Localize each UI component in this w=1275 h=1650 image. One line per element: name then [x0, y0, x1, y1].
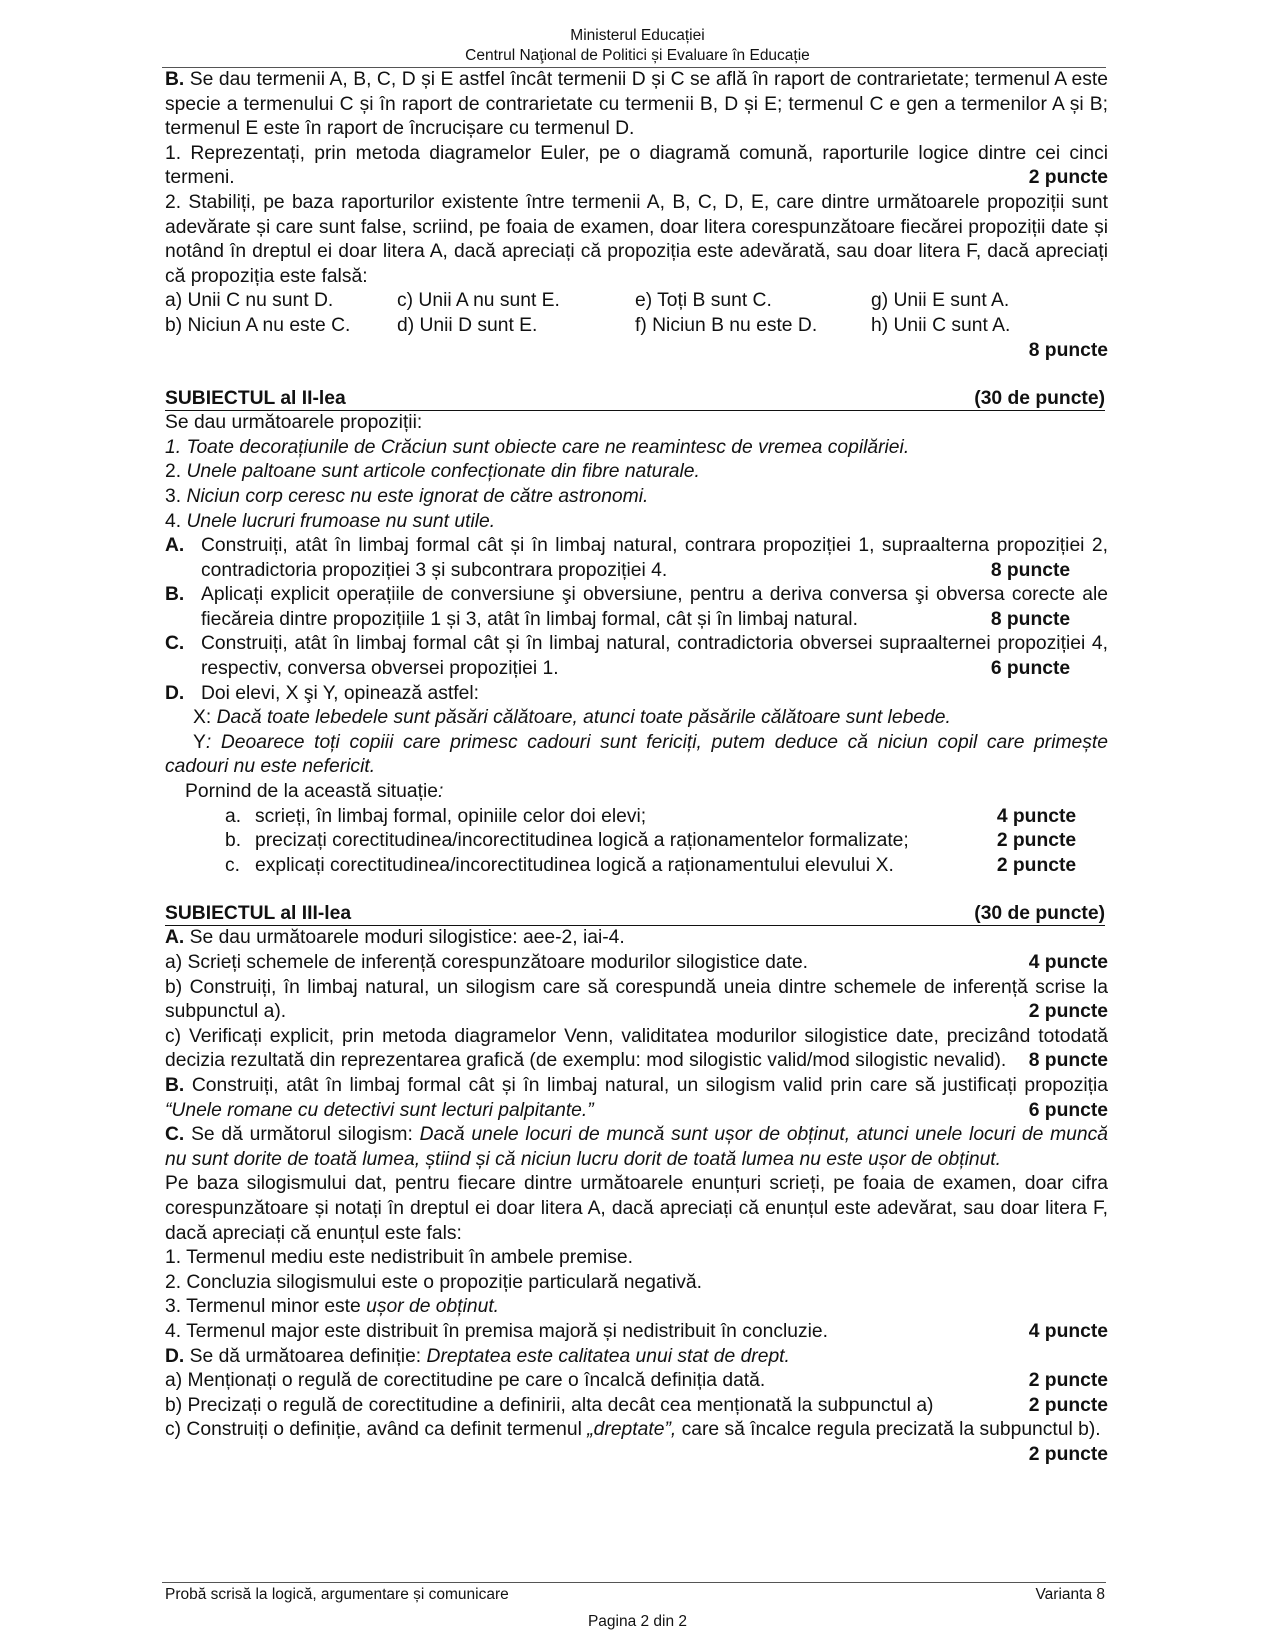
partB-options: [165, 289, 1108, 338]
subject3-B-text: Construiți, atât în limbaj formal cât și în limbaj natural, un silogism valid prin care să justificați propoziția: [191, 1074, 1108, 1096]
statement-3-text: 3. Termenul minor este: [165, 1296, 367, 1318]
option-a: a) Unii C nu sunt D.: [165, 290, 334, 312]
subject2-A-points: 8 puncte: [990, 559, 1071, 581]
subject3-D-a: [165, 1369, 1108, 1394]
proposition-1-text: Toate decorațiunile de Crăciun sunt obiecte care ne reamintesc de vremea copilăriei.: [186, 436, 910, 458]
proposition-1: [165, 436, 1108, 461]
option-d: d) Unii D sunt E.: [397, 314, 538, 336]
subject3-D-letter: D.: [165, 1345, 185, 1367]
option-e: e) Toți B sunt C.: [635, 290, 772, 312]
option-g: g) Unii E sunt A.: [871, 290, 1010, 312]
subject3-A-c-points: 8 puncte: [1028, 1050, 1108, 1072]
item-b-points: 2 puncte: [996, 830, 1077, 852]
subject3-C-points: 4 puncte: [1028, 1320, 1108, 1342]
subject3-A-b: [165, 976, 1108, 1025]
subject3-title: SUBIECTUL al III-lea: [165, 903, 352, 925]
proposition-2-num: 2.: [165, 461, 187, 483]
subject2-B: [165, 583, 1108, 632]
subject2-title: SUBIECTUL al II-lea: [165, 388, 346, 410]
subject2-heading: [165, 388, 1105, 411]
statement-3: [165, 1295, 1108, 1320]
student-y-opinion: [165, 731, 1108, 780]
partB-q1: [165, 142, 1108, 191]
subject2-B-points: 8 puncte: [990, 608, 1071, 630]
student-y-text: : Deoarece toți copiii care primesc cadouri sunt fericiți, putem deduce că niciun copil care primește cadouri nu este nefericit.: [165, 731, 1108, 778]
subject2-C-points: 6 puncte: [990, 658, 1071, 680]
proposition-3-num: 3.: [165, 485, 187, 507]
proposition-4-num: 4.: [165, 510, 187, 532]
subject3-C-syllogism: Dacă unele locuri de muncă sunt ușor de obținut, atunci unele locuri de muncă nu sunt dorite de toată lumea, știind și că niciun lucru dorit de toată lumea nu este ușor de obținut.: [165, 1124, 1108, 1170]
statement-3-term: ușor de obținut.: [366, 1296, 500, 1318]
student-y-label: Y: [193, 731, 206, 753]
subject2-D-item-b: [165, 829, 1108, 854]
subject2-A-letter: A.: [165, 535, 185, 557]
proposition-2: [165, 460, 1108, 485]
subject2-D-lead: [165, 780, 1108, 805]
subject3-D-b-text: b) Precizați o regulă de corectitudine a definirii, alta decât cea menționată la subpunctul a): [165, 1394, 934, 1416]
subject2-B-letter: B.: [165, 584, 185, 606]
subject3-D-text: Se dă următoarea definiție:: [189, 1345, 427, 1367]
subject3-points: (30 de puncte): [974, 903, 1105, 925]
subject2-points: (30 de puncte): [974, 388, 1105, 410]
subject3-B-letter: B.: [165, 1074, 185, 1096]
subject2-intro: Se dau următoarele propoziții:: [165, 412, 423, 434]
subject2-D-lead-text: Pornind de la această situație: [185, 781, 438, 803]
header-center: Centrul Naţional de Politici și Evaluare în Educație: [465, 47, 810, 64]
statement-2: 2. Concluzia silogismului este o propoziție particulară negativă.: [165, 1271, 702, 1293]
subject3-D-c-rest: care să încalce regula precizată la subpunctul b).: [676, 1419, 1101, 1441]
partB-q2-points: 8 puncte: [1028, 339, 1108, 361]
subject3-A: [165, 926, 1108, 951]
proposition-1-num: 1.: [165, 436, 187, 458]
subject3-C-instructions: Pe baza silogismului dat, pentru fiecare dintre următoarele enunțuri scrieți, pe foaia de examen, doar cifra corespunzătoare și notați în dreptul ei doar litera A, dacă apreciați că enunțul este adevărat, sau doar litera F, dacă apreciați că enunțul este fals:: [165, 1173, 1108, 1244]
subject3-B-points: 6 puncte: [1028, 1099, 1108, 1121]
subject3-D-c-points: 2 puncte: [1028, 1443, 1108, 1465]
proposition-3: [165, 485, 1108, 510]
footer-exam-title: Probă scrisă la logică, argumentare și comunicare: [165, 1586, 509, 1603]
subject3-A-b-points: 2 puncte: [1028, 1001, 1108, 1023]
subject3-D-definition: Dreptatea este calitatea unui stat de drept.: [426, 1345, 790, 1367]
subject2-B-text: Aplicați explicit operațiile de conversiune şi obversiune, pentru a deriva conversa şi obversa corecte ale fiecăreia dintre propozițiile 1 și 3, atât în limbaj formal, cât și în limbaj natural.: [201, 584, 1108, 630]
student-x-label: X:: [193, 707, 217, 729]
partB-q2: 2. Stabiliți, pe baza raporturilor existente între termenii A, B, C, D, E, care dintre următoarele propoziții sunt adevărate și care sunt false, scriind, pe foaia de examen, doar litera corespunzătoare fiecărei propoziții date și notând în dreptul ei doar litera A, dacă apreciați că propoziția este adevărată, sau doar litera F, dacă apreciați că propoziția este falsă:: [165, 191, 1108, 287]
subject2-D-letter: D.: [165, 682, 185, 704]
proposition-3-text: Niciun corp ceresc nu este ignorat de către astronomi.: [186, 485, 649, 507]
subject3-D: [165, 1345, 1108, 1370]
partB-q1-points: 2 puncte: [1028, 167, 1108, 189]
subject3-A-c: [165, 1025, 1108, 1074]
subject3-D-c-text: c) Construiți o definiție, având ca definit termenul: [165, 1419, 588, 1441]
footer-divider: [162, 1582, 1106, 1583]
subject3-D-c: [165, 1418, 1108, 1467]
subject3-A-a-text: a) Scrieți schemele de inferență corespunzătoare modurilor silogistice date.: [165, 952, 809, 973]
subject3-A-b-text: b) Construiți, în limbaj natural, un silogism care să corespundă uneia dintre schemele de inferență scrise la subpunctul a).: [165, 976, 1108, 1023]
subject2-C-letter: C.: [165, 633, 185, 655]
option-h: h) Unii C sunt A.: [871, 314, 1011, 336]
partB-q2-points-line: [165, 339, 1108, 364]
item-c-letter: c.: [225, 854, 240, 876]
subject2-D-item-a: [165, 805, 1108, 830]
subject3-A-text: Se dau următoarele moduri silogistice: aee-2, iai-4.: [189, 927, 625, 949]
subject3-D-b: [165, 1394, 1108, 1419]
item-c-points: 2 puncte: [996, 854, 1077, 876]
subject2-D-lead-colon: :: [437, 781, 444, 803]
subject2-C-text: Construiți, atât în limbaj formal cât și în limbaj natural, contradictoria obversei supraalternei propoziției 4, respectiv, conversa obversei propoziției 1.: [201, 633, 1108, 680]
footer-page-number: Pagina 2 din 2: [587, 1613, 688, 1630]
subject3-A-a: [165, 951, 1108, 976]
subject2-D-text: Doi elevi, X şi Y, opinează astfel:: [201, 682, 479, 704]
option-b: b) Niciun A nu este C.: [165, 314, 351, 336]
subject3-C: [165, 1123, 1108, 1172]
statement-4: [165, 1320, 1108, 1345]
partB-intro: [165, 68, 1108, 142]
partB-letter: B.: [165, 69, 185, 90]
subject3-A-letter: A.: [165, 927, 185, 949]
subject2-A: [165, 534, 1108, 583]
subject3-D-a-points: 2 puncte: [1028, 1370, 1108, 1392]
subject3-B: [165, 1074, 1108, 1123]
proposition-2-text: Unele paltoane sunt articole confecționate din fibre naturale.: [186, 461, 700, 483]
subject2-D-item-c: [165, 854, 1108, 879]
subject2-D: [165, 682, 1108, 707]
item-b-letter: b.: [225, 830, 242, 852]
subject3-A-c-text: c) Verificați explicit, prin metoda diagramelor Venn, validitatea modurilor silogistice date, precizând totodată decizia rezultată din reprezentarea grafică (de exemplu: mod silogistic valid/mod silogistic nevalid).: [165, 1025, 1108, 1072]
option-c: c) Unii A nu sunt E.: [397, 290, 560, 312]
page-content: [165, 68, 1108, 1467]
partB-q1-text: 1. Reprezentați, prin metoda diagramelor Euler, pe o diagramă comună, raporturile logice dintre cei cinci termeni.: [165, 142, 1108, 189]
header-ministry: Ministerul Educației: [570, 27, 705, 44]
subject3-D-b-points: 2 puncte: [1028, 1394, 1108, 1416]
item-a-letter: a.: [225, 805, 242, 827]
proposition-4: [165, 510, 1108, 535]
item-a-points: 4 puncte: [996, 805, 1077, 827]
item-a-text: scrieți, în limbaj formal, opiniile celor doi elevi;: [255, 805, 647, 827]
subject3-C-text: Se dă următorul silogism:: [191, 1124, 420, 1146]
page-header: [0, 26, 1275, 66]
option-f: f) Niciun B nu este D.: [635, 314, 818, 336]
subject3-D-c-term: „dreptate”,: [587, 1419, 677, 1441]
subject3-B-quote: “Unele romane cu detectivi sunt lecturi palpitante.”: [165, 1099, 594, 1121]
proposition-4-text: Unele lucruri frumoase nu sunt utile.: [186, 510, 496, 532]
subject3-heading: [165, 903, 1105, 926]
footer-variant: Varianta 8: [1035, 1586, 1105, 1603]
item-c-text: explicați corectitudinea/incorectitudinea logică a raționamentului elevului X.: [255, 854, 894, 876]
subject2-C: [165, 632, 1108, 681]
subject3-C-letter: C.: [165, 1124, 185, 1146]
statement-4-text: 4. Termenul major este distribuit în premisa majoră și nedistribuit în concluzie.: [165, 1320, 828, 1342]
student-x-text: Dacă toate lebedele sunt păsări călătoare, atunci toate păsările călătoare sunt lebede.: [216, 707, 951, 729]
subject3-D-a-text: a) Menționați o regulă de corectitudine pe care o încalcă definiția dată.: [165, 1370, 766, 1392]
subject3-A-a-points: 4 puncte: [1028, 952, 1108, 973]
statement-1: 1. Termenul mediu este nedistribuit în ambele premise.: [165, 1247, 633, 1269]
partB-intro-text: Se dau termenii A, B, C, D și E astfel încât termenii D și C se află în raport de contrarietate; termenul A este specie a termenului C și în raport de contrarietate cu termenii B, D și E; termenul C e gen a termenilor A și B; termenul E este în raport de încrucișare cu termenul D.: [165, 69, 1108, 140]
subject2-A-text: Construiți, atât în limbaj formal cât și în limbaj natural, contrara propoziției 1, supraalterna propoziției 2, contradictoria propoziției 3 și subcontrara propoziției 4.: [201, 535, 1108, 581]
student-x-opinion: [165, 706, 1108, 731]
item-b-text: precizați corectitudinea/incorectitudinea logică a raționamentelor formalizate;: [255, 830, 909, 852]
